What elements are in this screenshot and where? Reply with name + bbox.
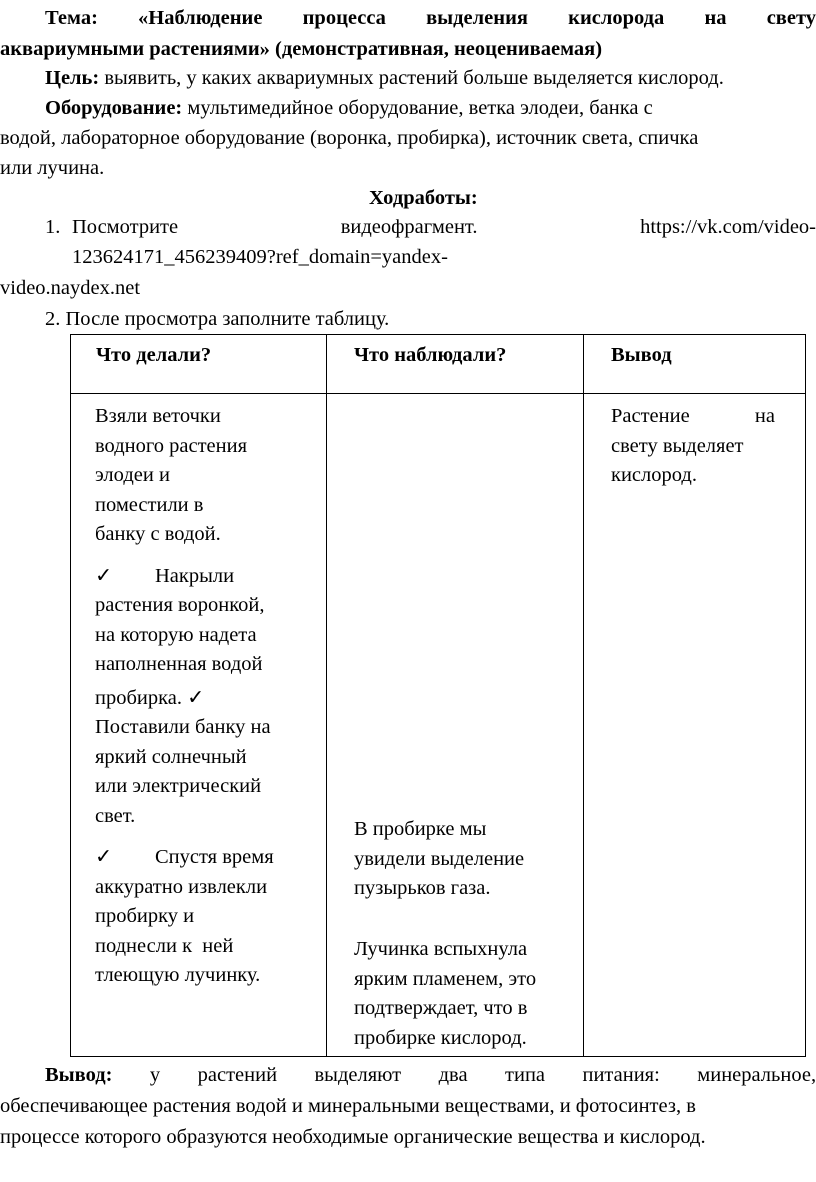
text-line: яркий солнечный	[95, 745, 247, 768]
summary-word: два	[438, 1064, 468, 1086]
summary-word: у	[149, 1064, 161, 1086]
summary-word: питания:	[582, 1064, 660, 1086]
table-header-row	[71, 335, 806, 394]
text-line: подтверждает, что в	[354, 997, 528, 1019]
header-cell-actions: Что делали?	[71, 335, 327, 394]
text-line: банку с водой.	[95, 523, 221, 545]
text-line	[95, 684, 316, 714]
observations-cell	[327, 394, 584, 1057]
equipment-line-1	[45, 93, 816, 123]
action-paragraph-3	[95, 713, 316, 831]
text-line: пробирку и	[95, 905, 195, 927]
text-line: Поставили банку на	[95, 716, 271, 738]
text-line: поднесли к ней	[95, 934, 234, 957]
summary-word: типа	[505, 1064, 546, 1086]
topic-word: на	[704, 7, 727, 29]
text-fragment: Растение	[611, 405, 690, 427]
text-line: тлеющую лучинку.	[95, 964, 261, 986]
topic-word: выделения	[426, 7, 528, 29]
topic-word: кислорода	[568, 7, 665, 29]
video-link-line-3[interactable]: video.naydex.net	[0, 277, 141, 299]
conclusion-line: кислород.	[611, 464, 697, 486]
text-fragment: пробирка.	[95, 686, 182, 709]
text-line: водного растения	[95, 434, 247, 457]
conclusion-line	[611, 402, 775, 432]
topic-line-1	[45, 3, 816, 33]
summary-line-3: процессе которого образуются необходимые органические вещества и кислород.	[0, 1126, 706, 1148]
step1-line-1	[72, 212, 816, 242]
equipment-label: Оборудование:	[45, 97, 183, 119]
text-line: растения воронкой,	[95, 594, 265, 616]
text-line: или электрический	[95, 775, 262, 797]
actions-cell	[71, 394, 327, 1057]
header-cell-observations: Что наблюдали?	[327, 335, 584, 394]
text-line: Взяли веточки	[95, 405, 221, 427]
step1-word: видеофрагмент.	[340, 216, 478, 238]
check-mark-icon: ✓	[187, 686, 205, 709]
topic-word: Тема: «Наблюдение	[45, 7, 263, 29]
table-row	[71, 394, 806, 1057]
text-fragment: Накрыли	[155, 564, 235, 587]
summary-line-2: обеспечивающее растения водой и минеральными веществами, и фотосинтез, в	[0, 1095, 696, 1117]
conclusion-line: свету выделяет	[611, 434, 744, 457]
action-paragraph-4	[95, 843, 316, 991]
check-mark-icon: ✓	[95, 846, 113, 868]
summary-word: растений	[197, 1064, 278, 1086]
step1-word: Посмотрите	[72, 216, 179, 238]
text-line: пузырьков газа.	[354, 877, 491, 899]
goal-label: Цель:	[45, 67, 100, 89]
text-line: на которую надета	[95, 623, 257, 646]
goal	[45, 63, 816, 93]
equipment-text-1: мультимедийное оборудование, ветка элодеи, банка с	[187, 97, 653, 119]
procedure-title: Ходработы:	[369, 187, 478, 209]
goal-text: выявить, у каких аквариумных растений больше выделяется кислород.	[104, 67, 724, 89]
summary-word: выделяют	[314, 1064, 402, 1086]
text-line: свет.	[95, 804, 136, 827]
observation-paragraph-2	[354, 935, 584, 1053]
topic-line-2: аквариумными растениями» (демонстративная, неоцениваемая)	[0, 38, 603, 60]
summary-label: Вывод:	[45, 1064, 113, 1086]
text-line: ярким пламенем, это	[354, 967, 537, 990]
text-line: поместили в	[95, 493, 204, 516]
text-fragment: на	[754, 405, 775, 427]
summary-line-1	[45, 1060, 816, 1090]
text-line: В пробирке мы	[354, 818, 487, 840]
action-paragraph-1	[95, 402, 316, 550]
step2-number: 2.	[45, 308, 61, 330]
step1-number: 1.	[45, 216, 61, 238]
check-mark-icon: ✓	[95, 564, 113, 587]
video-link-line-2[interactable]: 123624171_456239409?ref_domain=yandex-	[72, 246, 448, 268]
conclusion-cell	[584, 394, 806, 1057]
step2-text: После просмотра заполните таблицу.	[65, 308, 390, 330]
equipment-line-2: водой, лабораторное оборудование (воронка, пробирка), источник света, спичка	[0, 127, 699, 149]
step2	[45, 304, 816, 334]
video-link[interactable]: https://vk.com/video-	[640, 216, 816, 238]
summary-word: минеральное,	[697, 1064, 816, 1086]
action-paragraph-2	[95, 562, 316, 714]
results-table	[70, 334, 806, 1057]
observation-paragraph-1	[354, 815, 584, 904]
text-line: наполненная водой	[95, 653, 263, 675]
text-line	[95, 843, 316, 873]
topic-word: свету	[766, 7, 816, 29]
text-line: пробирке кислород.	[354, 1026, 527, 1049]
topic-word: процесса	[302, 7, 386, 29]
text-line: Лучинка вспыхнула	[354, 938, 528, 960]
text-fragment: Спустя время	[155, 846, 274, 868]
equipment-line-3: или лучина.	[0, 157, 105, 179]
text-line: элодеи и	[95, 464, 170, 486]
text-line: аккуратно извлекли	[95, 875, 268, 898]
header-cell-conclusion: Вывод	[584, 335, 806, 394]
text-line: увидели выделение	[354, 847, 525, 870]
text-line	[95, 562, 316, 592]
